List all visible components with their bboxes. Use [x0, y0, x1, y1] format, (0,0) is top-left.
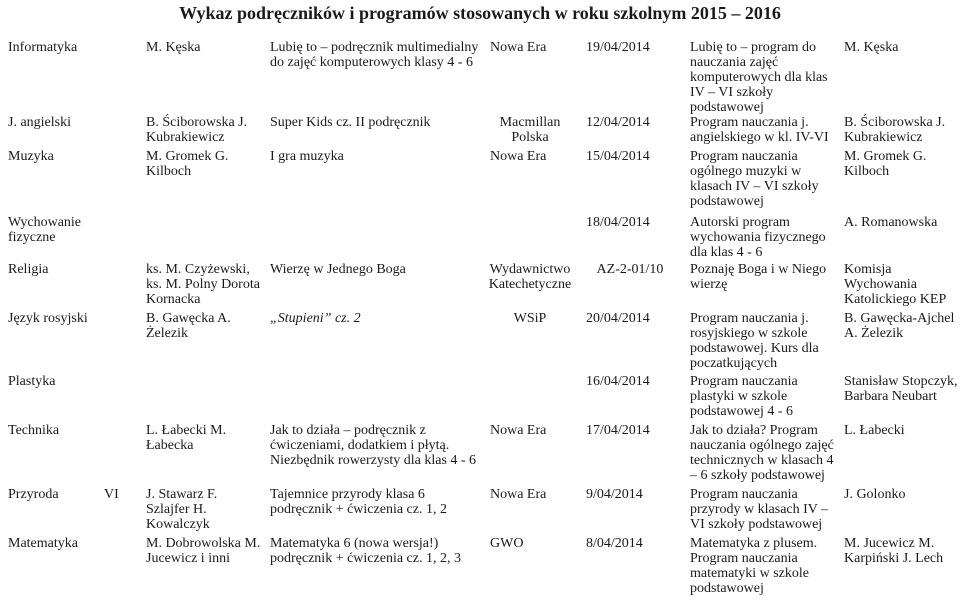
approval-number-cell: 8/04/2014 [586, 536, 643, 551]
textbook-title-cell [262, 374, 482, 423]
table-row [0, 311, 960, 374]
program-cell: Program nauczania przyrody w klasach IV – VI szkoły podstawowej [690, 487, 829, 532]
subject-cell: Przyroda [8, 487, 59, 502]
class-cell: VI [104, 487, 119, 502]
subject-cell: Wychowanie fizyczne [8, 215, 82, 245]
textbook-title-cell: I gra muzyka [270, 149, 344, 164]
approval-number-cell: AZ-2-01/10 [596, 262, 664, 277]
authors-cell: B. Gawęcka A. Żelezik [146, 311, 231, 341]
approval-number-cell: 12/04/2014 [586, 115, 650, 130]
table-row [0, 423, 960, 487]
approval-number-cell: 9/04/2014 [586, 487, 643, 502]
textbook-table [0, 35, 960, 600]
publisher-cell [482, 374, 578, 423]
table-row [0, 35, 960, 115]
program-author-cell: M. Gromek G. Kilboch [844, 149, 927, 179]
subject-cell: Religia [8, 262, 49, 277]
subject-cell: Matematyka [8, 536, 78, 551]
table-row [0, 536, 960, 600]
subject-cell: Muzyka [8, 149, 54, 164]
authors-cell: J. Stawarz F. Szlajfer H. Kowalczyk [146, 487, 218, 532]
program-cell: Program nauczania j. angielskiego w kl. IV-VI [690, 115, 829, 145]
program-author-cell: J. Golonko [844, 487, 906, 502]
authors-cell: B. Ściborowska J. Kubrakiewicz [146, 115, 248, 145]
program-author-cell: M. Jucewicz M. Karpiński J. Lech [844, 536, 944, 566]
class-cell [96, 35, 138, 115]
program-cell: Matematyka z plusem. Program nauczania matematyki w szkole podstawowej [690, 536, 818, 596]
program-cell: Lubię to – program do nauczania zajęć komputerowych dla klas IV – VI szkoły podstawowej [690, 40, 828, 115]
subject-cell: Język rosyjski [8, 311, 88, 326]
program-cell: Program nauczania plastyki w szkole podstawowej 4 - 6 [690, 374, 798, 419]
subject-cell: Technika [8, 423, 60, 438]
approval-number-cell: 18/04/2014 [586, 215, 650, 230]
program-author-cell: L. Łabecki [844, 423, 905, 438]
textbook-title-cell: Lubię to – podręcznik multimedialny do zajęć komputerowych klasy 4 - 6 [270, 40, 479, 70]
class-cell [96, 374, 138, 423]
approval-number-cell: 19/04/2014 [586, 40, 650, 55]
subject-cell: J. angielski [8, 115, 71, 130]
table-row [0, 262, 960, 311]
class-cell [96, 311, 138, 374]
class-cell [96, 215, 138, 262]
class-cell [96, 149, 138, 215]
subject-cell: Informatyka [8, 40, 78, 55]
program-author-cell: A. Romanowska [844, 215, 938, 230]
program-author-cell: B. Ściborowska J. Kubrakiewicz [844, 115, 946, 145]
textbook-title-cell: Wierzę w Jednego Boga [270, 262, 406, 277]
table-row [0, 374, 960, 423]
table-row [0, 149, 960, 215]
program-cell: Poznaję Boga i w Niego wierzę [690, 262, 827, 292]
table-row [0, 215, 960, 262]
textbook-title-cell: Jak to działa – podręcznik z ćwiczeniami, dodatkiem i płytą. Niezbędnik rowerzysty dla klas 4 - 6 [270, 423, 477, 468]
publisher-cell: Wydawnictwo Katechetyczne [488, 262, 572, 292]
authors-cell [138, 374, 262, 423]
authors-cell [138, 215, 262, 262]
program-cell: Program nauczania ogólnego muzyki w klasach IV – VI szkoły podstawowej [690, 149, 819, 209]
textbook-title-cell [262, 215, 482, 262]
textbook-title-cell: Super Kids cz. II podręcznik [270, 115, 431, 130]
publisher-cell: Nowa Era [490, 487, 547, 502]
subject-cell: Plastyka [8, 374, 56, 389]
publisher-cell: GWO [490, 536, 524, 551]
authors-cell: M. Gromek G. Kilboch [146, 149, 229, 179]
class-cell [96, 262, 138, 311]
program-cell: Autorski program wychowania fizycznego dla klas 4 - 6 [690, 215, 826, 260]
approval-number-cell: 17/04/2014 [586, 423, 650, 438]
textbook-title-cell: „Stupieni” cz. 2 [270, 311, 361, 326]
program-author-cell: Komisja Wychowania Katolickiego KEP [844, 262, 947, 307]
class-cell [96, 115, 138, 149]
program-cell: Program nauczania j. rosyjskiego w szkole podstawowej. Kurs dla poczatkujących [690, 311, 819, 371]
table-row [0, 115, 960, 149]
document-title: Wykaz podręczników i programów stosowanych w roku szkolnym 2015 – 2016 [179, 3, 781, 23]
program-author-cell: M. Kęska [844, 40, 899, 55]
class-cell [96, 423, 138, 487]
publisher-cell: WSiP [513, 311, 547, 326]
authors-cell: M. Kęska [146, 40, 201, 55]
authors-cell: M. Dobrowolska M. Jucewicz i inni [146, 536, 261, 566]
program-author-cell: B. Gawęcka-Ajchel A. Żelezik [844, 311, 955, 341]
textbook-title-cell: Tajemnice przyrody klasa 6 podręcznik + ćwiczenia cz. 1, 2 [270, 487, 447, 517]
textbook-title-cell: Matematyka 6 (nowa wersja!) podręcznik + ćwiczenia cz. 1, 2, 3 [270, 536, 461, 566]
class-cell [96, 536, 138, 600]
publisher-cell [482, 215, 578, 262]
authors-cell: ks. M. Czyżewski, ks. M. Polny Dorota Kornacka [146, 262, 260, 307]
approval-number-cell: 15/04/2014 [586, 149, 650, 164]
approval-number-cell: 16/04/2014 [586, 374, 650, 389]
publisher-cell: Nowa Era [490, 40, 547, 55]
approval-number-cell: 20/04/2014 [586, 311, 650, 326]
authors-cell: L. Łabecki M. Łabecka [146, 423, 227, 453]
program-cell: Jak to działa? Program nauczania ogólnego zajęć technicznych w klasach 4 – 6 szkoły podstawowej [690, 423, 834, 483]
program-author-cell: Stanisław Stopczyk, Barbara Neubart [844, 374, 958, 404]
publisher-cell: Nowa Era [490, 149, 547, 164]
publisher-cell: Macmillan Polska [499, 115, 561, 145]
table-row [0, 487, 960, 536]
publisher-cell: Nowa Era [490, 423, 547, 438]
